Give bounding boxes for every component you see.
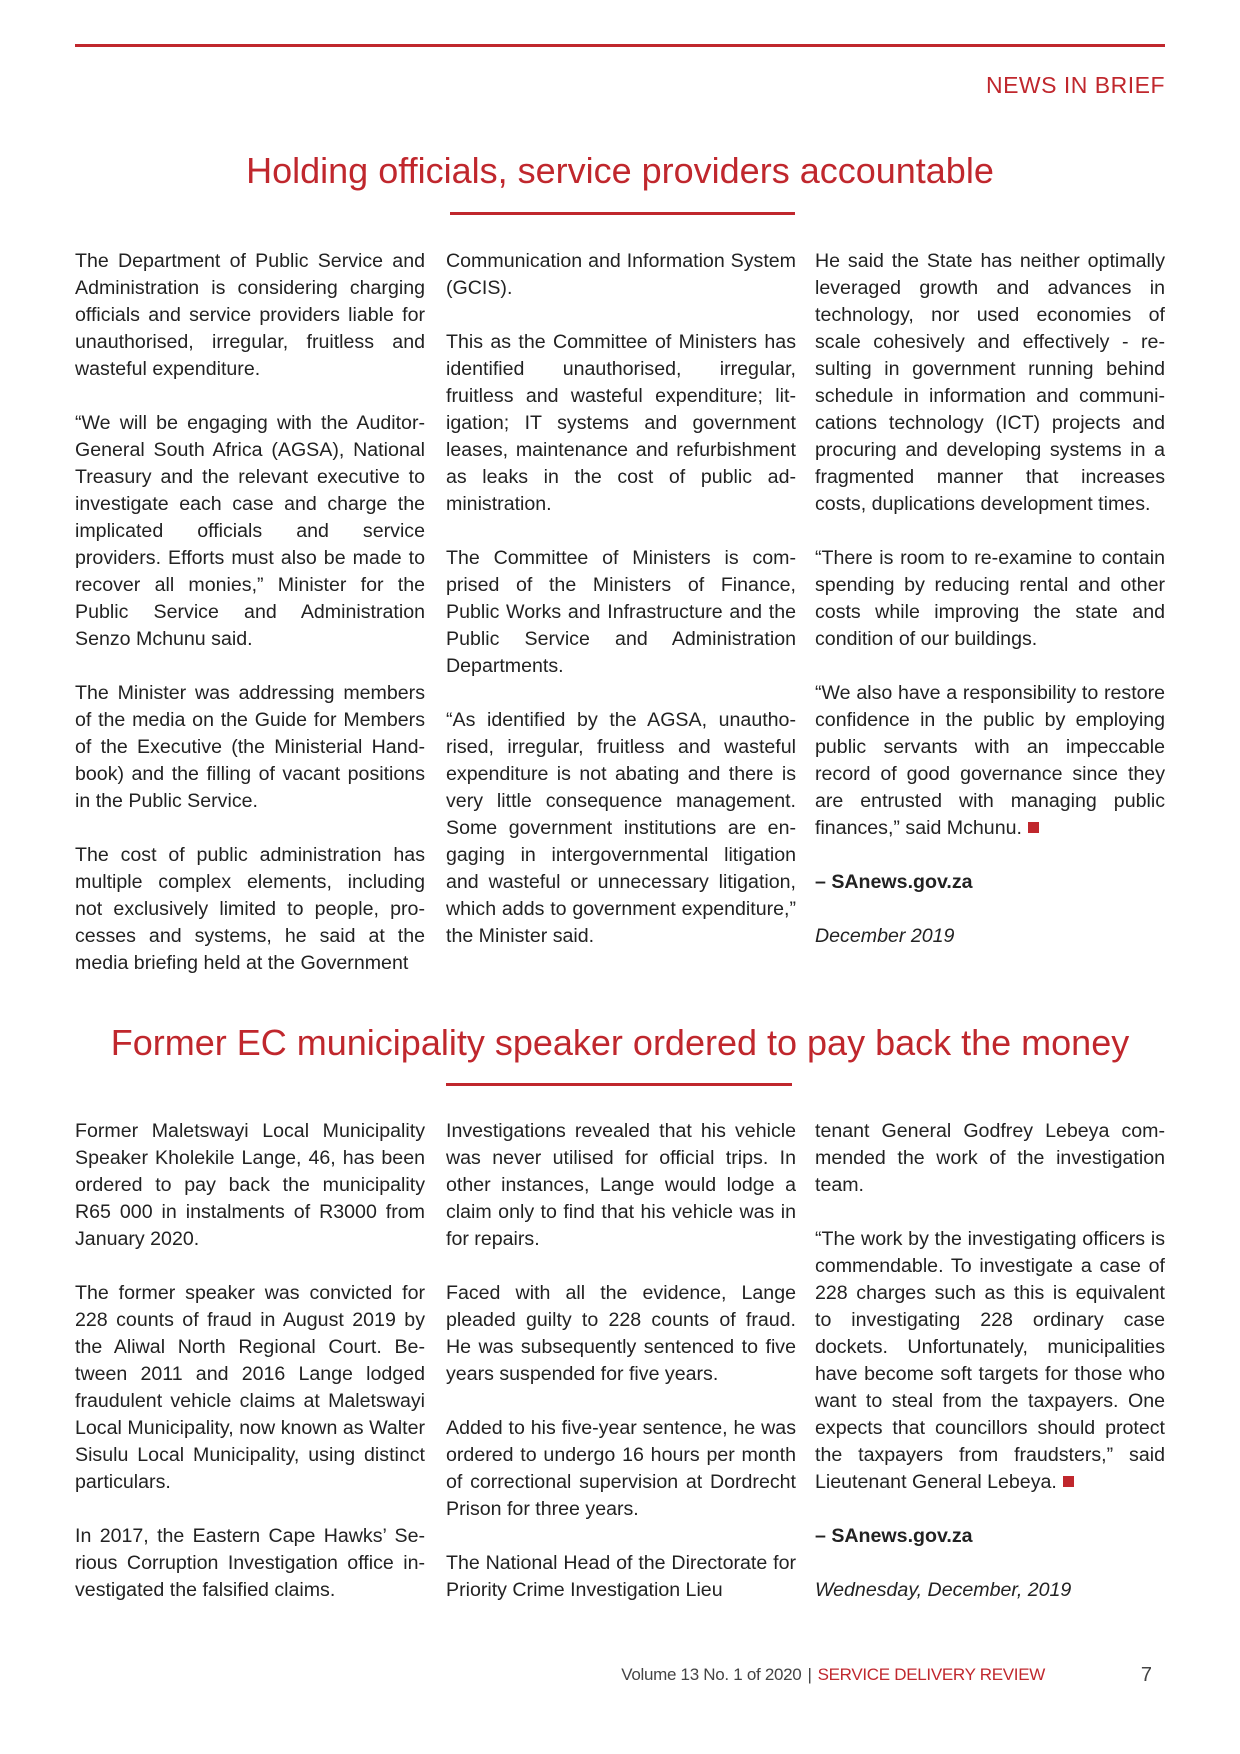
section-label: NEWS IN BRIEF <box>985 72 1165 98</box>
paragraph: The Department of Public Service and Administration is considering charging officials and service providers liable for unauthorised, irregular, fruitless and wasteful expenditure. <box>75 250 425 380</box>
end-mark-icon <box>1028 822 1039 833</box>
article-2-title: Former EC municipality speaker ordered to pay back the money <box>110 1022 1130 1063</box>
paragraph: “We will be engaging with the Auditor-General South Africa (AGSA), National Treasury and the relevant executive to investigate each case and charge the implicated officials and service providers. Efforts must also be made to recover all monies,” Minister for the Public Service and Administration Senzo Mchunu said. <box>75 412 425 650</box>
paragraph: tenant General Godfrey Lebeya commended the work of the investigation team. <box>815 1120 1165 1196</box>
article-2-column-2 <box>446 1118 796 1604</box>
paragraph-text: “We also have a responsibility to restore confidence in the public by employing public servants with an impeccable record of good governance since they are entrusted with managing public finances,” said Mchunu. <box>815 682 1165 839</box>
article-1-title: Holding officials, service providers accountable <box>246 150 994 191</box>
paragraph: Communication and Information System (GCIS). <box>446 250 796 299</box>
article-1-title-rule <box>450 212 795 215</box>
article-2-column-1 <box>75 1118 425 1604</box>
article-1-column-2 <box>446 248 796 950</box>
paragraph: The Committee of Ministers is comprised of the Ministers of Finance, Public Works and Infrastructure and the Public Service and Administration Departments. <box>446 547 796 677</box>
top-rule <box>75 44 1165 47</box>
article-source: – SAnews.gov.za <box>815 1525 973 1547</box>
paragraph: In 2017, the Eastern Cape Hawks’ Serious Corruption Investigation office investigated the falsified claims. <box>75 1525 425 1601</box>
paragraph: “There is room to re-examine to contain spending by reducing rental and other costs while improving the state and condition of our buildings. <box>815 547 1165 650</box>
paragraph: Former Maletswayi Local Municipality Speaker Kholekile Lange, 46, has been ordered to pay back the municipality R65 000 in instalments of R3000 from January 2020. <box>75 1120 425 1250</box>
footer <box>621 1665 1045 1685</box>
end-mark-icon <box>1063 1476 1074 1487</box>
footer-publication: SERVICE DELIVERY REVIEW <box>817 1665 1045 1684</box>
paragraph-last <box>815 1226 1165 1496</box>
article-1-column-3 <box>815 248 1165 950</box>
article-2-column-3 <box>815 1118 1165 1604</box>
paragraph: Investigations revealed that his vehicle was never utilised for official trips. In other instances, Lange would lodge a claim only to find that his vehicle was in for repairs. <box>446 1120 796 1250</box>
paragraph: “As identified by the AGSA, unauthorised, irregular, fruitless and wasteful expenditure is not abating and there is very little consequence management. Some government institutions are engaging in intergovernmental litigation and wasteful or unnecessary litigation, which adds to government expenditure,” the Minister said. <box>446 709 796 947</box>
paragraph: The Minister was addressing members of the media on the Guide for Members of the Executive (the Ministerial Handbook) and the filling of vacant positions in the Public Service. <box>75 682 425 812</box>
article-source: – SAnews.gov.za <box>815 871 973 893</box>
article-date: December 2019 <box>815 925 955 947</box>
paragraph: The cost of public administration has multiple complex elements, including not exclusively limited to people, processes and systems, he said at the media briefing held at the Government <box>75 844 425 974</box>
paragraph: He said the State has neither optimally leveraged growth and advances in technology, nor used economies of scale cohesively and effectively - resulting in government running behind schedule in information and communications technology (ICT) projects and procuring and developing systems in a fragmented manner that increases costs, duplications development times. <box>815 250 1165 515</box>
paragraph: This as the Committee of Ministers has identified unauthorised, irregular, fruitless and wasteful expenditure; litigation; IT systems and government leases, maintenance and refurbishment as leaks in the cost of public administration. <box>446 331 796 515</box>
footer-issue: Volume 13 No. 1 of 2020 <box>621 1665 802 1684</box>
footer-separator: | <box>807 1665 812 1684</box>
article-1-column-1 <box>75 248 425 977</box>
paragraph: Faced with all the evidence, Lange pleaded guilty to 228 counts of fraud. He was subsequently sentenced to five years suspended for five years. <box>446 1282 796 1385</box>
paragraph-text: “The work by the investigating officers is commendable. To investigate a case of 228 charges such as this is equivalent to investigating 228 ordinary case dockets. Unfortunately, municipalities have become soft targets for those who want to steal from the taxpayers. One expects that councillors should protect the taxpayers from fraudsters,” said Lieutenant General Lebeya. <box>815 1228 1165 1493</box>
paragraph: The National Head of the Directorate for Priority Crime Investigation Lieu <box>446 1552 796 1601</box>
article-2-title-rule <box>446 1083 792 1086</box>
article-date: Wednesday, December, 2019 <box>815 1579 1072 1601</box>
paragraph-last <box>815 680 1165 842</box>
page-number: 7 <box>1140 1664 1152 1686</box>
paragraph: The former speaker was convicted for 228 counts of fraud in August 2019 by the Aliwal North Regional Court. Between 2011 and 2016 Lange lodged fraudulent vehicle claims at Maletswayi Local Municipality, now known as Walter Sisulu Local Municipality, using distinct particulars. <box>75 1282 425 1493</box>
paragraph: Added to his five-year sentence, he was ordered to undergo 16 hours per month of correctional supervision at Dordrecht Prison for three years. <box>446 1417 796 1520</box>
